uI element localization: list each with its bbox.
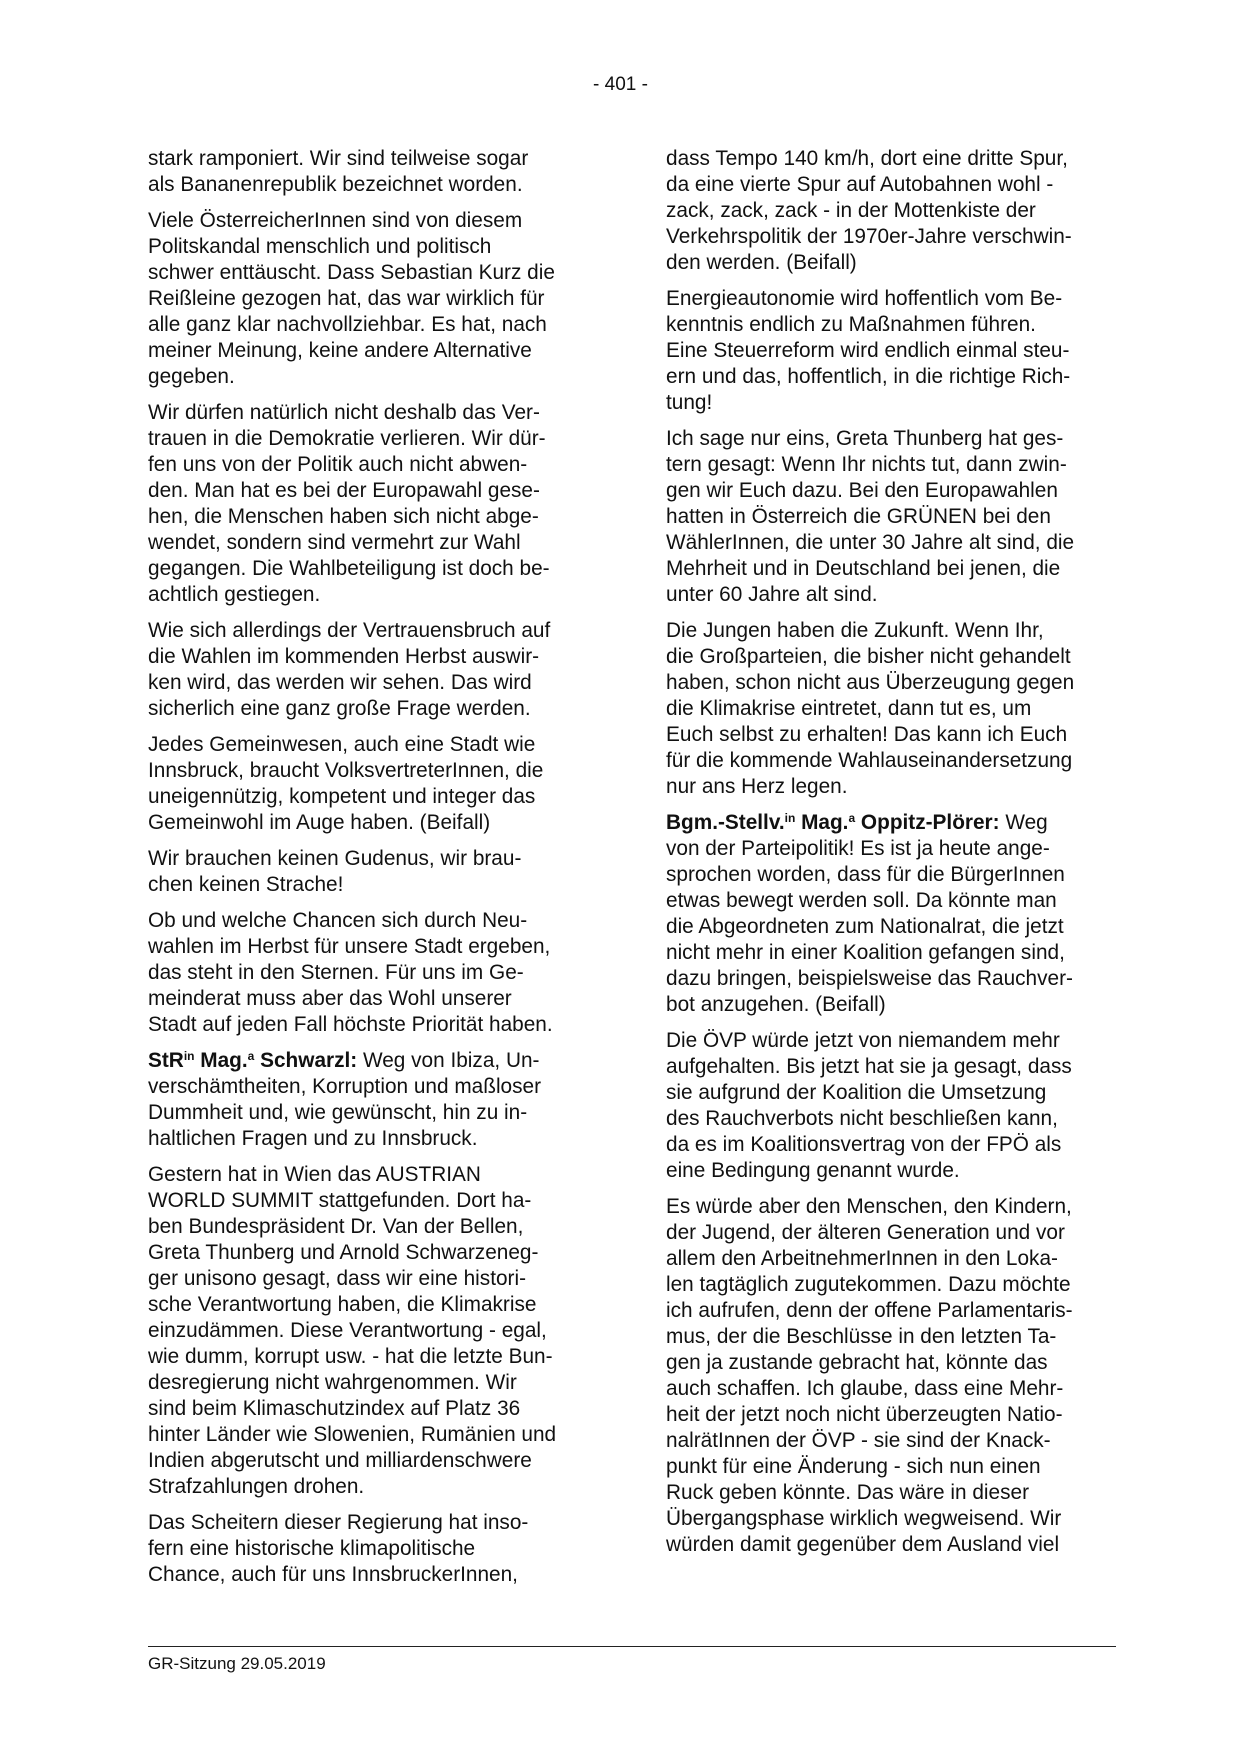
speaker-paragraph-oppitz-ploerer: Bgm.-Stellv.$^{in}$ Mag.$^a$ Oppitz-Plörer: Weg von der Parteipolitik! Es ist ja heute ange- sprochen worden, dass für die BürgerInnen etwas bewegt werden soll. Da könnte man die Abgeordneten zum Nationalrat, die jetzt nicht mehr in einer Koalition gefangen sind, dazu bringen, beispielsweise das Rauchver- bot anzugehen. (Beifall) xyxy=(666,811,1073,1016)
paragraph: Das Scheitern dieser Regierung hat inso- fern eine historische klimapolitische Chance, auch für uns InnsbruckerInnen, xyxy=(148,1511,529,1586)
speaker-paragraph-schwarzl: StR$^{in}$ Mag.$^a$ Schwarzl: Weg von Ibiza, Un- verschämtheiten, Korruption und maßloser Dummheit und, wie gewünscht, hin zu in- haltlichen Fragen und zu Innsbruck. xyxy=(148,1049,542,1150)
right-column xyxy=(666,146,1116,1568)
paragraph: Ich sage nur eins, Greta Thunberg hat ges- tern gesagt: Wenn Ihr nichts tut, dann zwin- gen wir Euch dazu. Bei den Europawahlen hatten in Österreich die GRÜNEN bei den WählerInnen, die unter 30 Jahre alt sind, die Mehrheit und in Deutschland bei jenen, die unter 60 Jahre alt sind. xyxy=(666,427,1075,606)
paragraph: Die ÖVP würde jetzt von niemandem mehr aufgehalten. Bis jetzt hat sie ja gesagt, dass sie aufgrund der Koalition die Umsetzung des Rauchverbots nicht beschließen kann, da es im Koalitionsvertrag von der FPÖ als eine Bedingung genannt wurde. xyxy=(666,1029,1072,1182)
paragraph: Es würde aber den Menschen, den Kindern, der Jugend, der älteren Generation und vor allem den ArbeitnehmerInnen in den Loka- len tagtäglich zugutekommen. Dazu möchte ich aufrufen, denn der offene Parlamentaris- mus, der die Beschlüsse in den letzten Ta- gen ja zustande gebracht hat, könnte das auch schaffen. Ich glaube, dass eine Mehr- heit der jetzt noch nicht überzeugten Natio- nalrätInnen der ÖVP - sie sind der Knack- punkt für eine Änderung - sich nun einen Ruck geben könnte. Das wäre in dieser Übergangsphase wirklich wegweisend. Wir würden damit gegenüber dem Ausland viel xyxy=(666,1195,1073,1556)
page-number: - 401 - xyxy=(593,74,648,95)
paragraph: Gestern hat in Wien das AUSTRIAN WORLD SUMMIT stattgefunden. Dort ha- ben Bundespräsident Dr. Van der Bellen, Greta Thunberg und Arnold Schwarzeneg- ger unisono gesagt, dass wir eine histori- sche Verantwortung haben, die Klimakrise einzudämmen. Diese Verantwortung - egal, wie dumm, korrupt usw. - hat die letzte Bun- desregierung nicht wahrgenommen. Wir sind beim Klimaschutzindex auf Platz 36 hinter Länder wie Slowenien, Rumänien und Indien abgerutscht und milliardenschwere Strafzahlungen drohen. xyxy=(148,1163,557,1498)
speaker-name: StR$^{in}$ Mag.$^a$ Schwarzl: xyxy=(148,1049,358,1072)
paragraph: Ob und welche Chancen sich durch Neu- wahlen im Herbst für unsere Stadt ergeben, das steht in den Sternen. Für uns im Ge- meinderat muss aber das Wohl unserer Stadt auf jeden Fall höchste Priorität haben. xyxy=(148,909,553,1036)
left-column xyxy=(148,146,598,1598)
paragraph: Viele ÖsterreicherInnen sind von diesem Politskandal menschlich und politisch schwer enttäuscht. Dass Sebastian Kurz die Reißleine gezogen hat, das war wirklich für alle ganz klar nachvollziehbar. Es hat, nach meiner Meinung, keine andere Alternative gegeben. xyxy=(148,209,555,388)
speaker-name: Bgm.-Stellv.$^{in}$ Mag.$^a$ Oppitz-Plörer: xyxy=(666,811,1000,834)
paragraph: dass Tempo 140 km/h, dort eine dritte Spur, da eine vierte Spur auf Autobahnen wohl - zack, zack, zack - in der Mottenkiste der Verkehrspolitik der 1970er-Jahre verschwin- den werden. (Beifall) xyxy=(666,147,1072,274)
paragraph: stark ramponiert. Wir sind teilweise sogar als Bananenrepublik bezeichnet worden. xyxy=(148,147,529,196)
paragraph: Wie sich allerdings der Vertrauensbruch auf die Wahlen im kommenden Herbst auswir- ken wird, das werden wir sehen. Das wird sicherlich eine ganz große Frage werden. xyxy=(148,619,551,720)
paragraph: Wir dürfen natürlich nicht deshalb das Ver- trauen in die Demokratie verlieren. Wir dür- fen uns von der Politik auch nicht abwen- den. Man hat es bei der Europawahl gese- hen, die Menschen haben sich nicht abge- wendet, sondern sind vermehrt zur Wahl gegangen. Die Wahlbeteiligung ist doch be- achtlich gestiegen. xyxy=(148,401,550,606)
paragraph: Die Jungen haben die Zukunft. Wenn Ihr, die Großparteien, die bisher nicht gehandelt haben, schon nicht aus Überzeugung gegen die Klimakrise eintretet, dann tut es, um Euch selbst zu erhalten! Das kann ich Euch für die kommende Wahlauseinandersetzung nur ans Herz legen. xyxy=(666,619,1075,798)
paragraph: Energieautonomie wird hoffentlich vom Be- kenntnis endlich zu Maßnahmen führen. Eine Steuerreform wird endlich einmal steu- ern und das, hoffentlich, in die richtige Rich- tung! xyxy=(666,287,1071,414)
footer-divider xyxy=(148,1646,1116,1647)
footer-session-date: GR-Sitzung 29.05.2019 xyxy=(148,1654,326,1673)
paragraph: Wir brauchen keinen Gudenus, wir brau- chen keinen Strache! xyxy=(148,847,522,896)
paragraph: Jedes Gemeinwesen, auch eine Stadt wie Innsbruck, braucht VolksvertreterInnen, die uneigennützig, kompetent und integer das Gemeinwohl im Auge haben. (Beifall) xyxy=(148,733,544,834)
